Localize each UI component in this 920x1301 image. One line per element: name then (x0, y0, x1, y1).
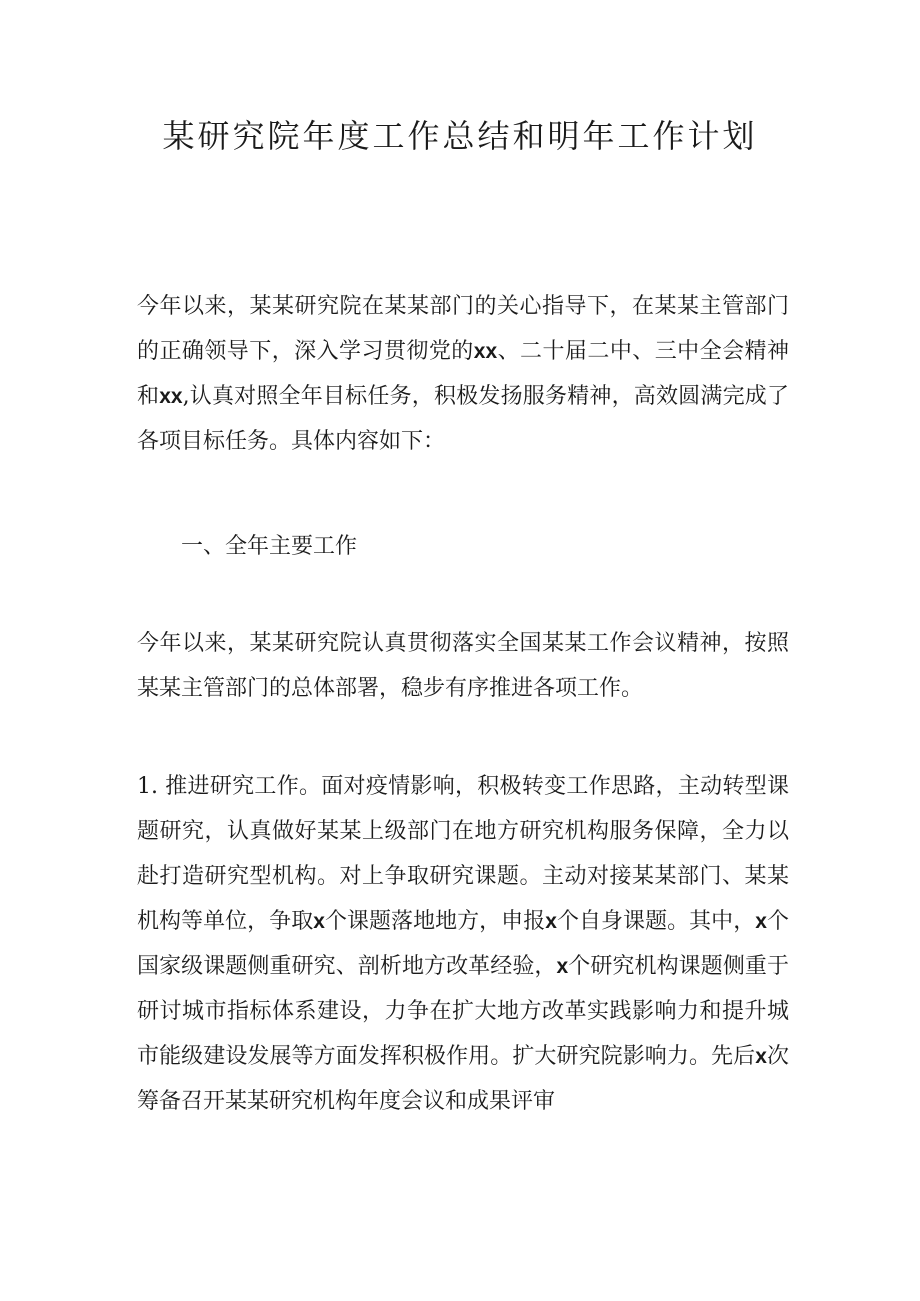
placeholder-token: x (755, 1045, 767, 1068)
placeholder-token: x (313, 910, 325, 933)
placeholder-token: xx (473, 340, 498, 363)
placeholder-token: x (556, 955, 569, 978)
section-heading: 一、全年主要工作 (181, 534, 358, 559)
item-1-paragraph: 1. 推进研究工作。面对疫情影响，积极转变工作思路，主动转型课题研究，认真做好某某上级部门在地方研究机构服务保障，全力以赴打造研究型机构。对上争取研究课题。主动对接某某部门、某某机构等单位，争取x个课题落地地方，申报x个自身课题。其中，x个国家级课题侧重研究、剖析地方改革经验，x个研究机构课题侧重于研讨城市指标体系建设，力争在扩大地方改革实践影响力和提升城市能级建设发展等方面发挥积极作用。扩大研究院影响力。先后x次筹备召开某某研究机构年度会议和成果评审 (137, 774, 789, 1114)
placeholder-token: x (755, 910, 767, 933)
document-title: 某研究院年度工作总结和明年工作计划 (162, 117, 758, 155)
placeholder-token: x (545, 910, 557, 933)
placeholder-token: xx (159, 385, 183, 408)
section-summary-paragraph: 今年以来，某某研究院认真贯彻落实全国某某工作会议精神，按照某某主管部门的总体部署，稳步有序推进各项工作。 (137, 631, 789, 701)
intro-paragraph: 今年以来，某某研究院在某某部门的关心指导下，在某某主管部门的正确领导下，深入学习贯彻党的xx、二十届二中、三中全会精神和xx,认真对照全年目标任务，积极发扬服务精神，高效圆满完成了各项目标任务。具体内容如下： (137, 294, 789, 454)
